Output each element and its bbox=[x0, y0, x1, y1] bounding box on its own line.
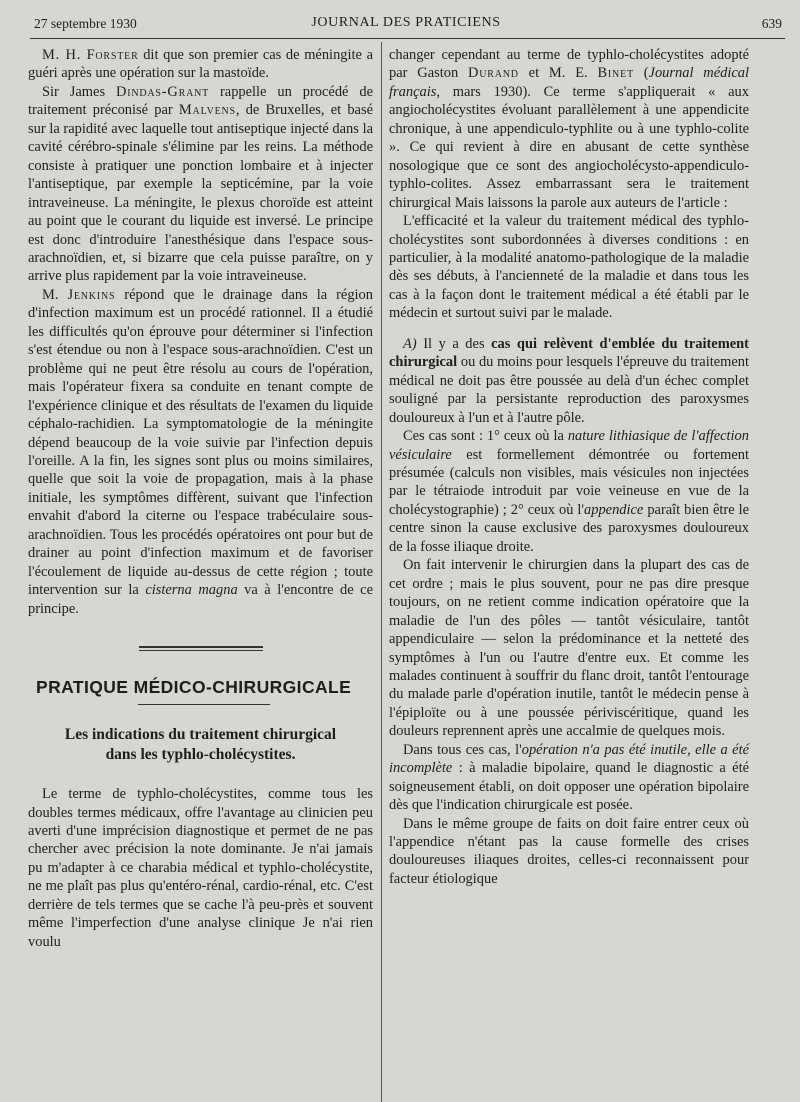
right-column bbox=[389, 46, 749, 888]
paragraph-continuation: changer cependant au terme de typhlo-cholécystites adopté par Gaston Durand et M. E. Binet (Journal médical français, mars 1930). Ce terme s'appliquerait « aux angiocholécystites évoluant parallèlement à une appendicite chronique, à une appendiculo-typhlite ou à une typhlo-colite ». Ce qui revient à dire en abusant de cette synthèse nosologique que ce sont des angiocholécysto-appendiculo-typhlo-colites. Assez embarrassant sera le traitement chirurgical Mais laissons la parole aux auteurs de l'article : bbox=[389, 47, 750, 211]
paragraph-forster: M. H. Forster dit que son premier cas de méningite a guéri après une opération sur la mastoïde. bbox=[28, 47, 373, 82]
speaker-name: Dindas-Grant bbox=[116, 83, 210, 100]
journal-citation: Journal médical français, bbox=[389, 65, 750, 100]
section-letter: A) bbox=[403, 335, 417, 352]
author-name: Binet bbox=[597, 65, 634, 82]
speaker-name: Jenkins bbox=[67, 286, 116, 303]
issue-date: 27 septembre 1930 bbox=[34, 16, 137, 31]
paragraph-jenkins: M. Jenkins répond que le drainage dans la région d'infection maximum est un procédé rationnel. Il a étudié les difficultés qu'on éprouve pour déterminer si l'infection s'est étendue ou non à l'espace sous-arachnoïdien. C'est un problème qui ne peut être résolu au cours de l'opération, mais l'opérateur fixera sa conduite en tenant compte de l'expérience clinique et des résultats de l'examen du liquide céphalo-rachidien. La symptomatologie de la méningite dépend beaucoup de la voie suivie par l'infection depuis l'oreille. A la fin, les signes sont plus ou moins similaires, quelle que soit la voie de propagation, mais à la phase initiale, les symptômes diffèrent, suivant que l'infection envahit d'abord la citerne ou l'espace trabéculaire sous-arachnoïdien. Tous les procédés opératoires ont pour but de drainer au point d'infection maximum et de favoriser l'écoulement de liquide au-dessus de cette région ; toute intervention sur la cisterna magna va à l'encontre de ce principe. bbox=[28, 286, 373, 617]
paragraph-article-intro: Le terme de typhlo-cholécystites, comme tous les doubles termes médicaux, offre l'avantage au clinicien peu averti d'une imprécision diagnostique et permet de ne pas chercher avec précision la note dominante. Je n'ai jamais pu m'adapter à ce charabia médical et typhlo-cholécystite, ne me plaît pas plus qu'entéro-rénal, cardio-rénal, etc. C'est derrière de tels termes que se cache l'à peu-près et souvent même l'imperfection d'une analyse clinique Je n'ai rien voulu bbox=[28, 786, 373, 950]
left-column bbox=[28, 46, 373, 951]
article-title: Les indications du traitement chirurgical dans les typhlo-cholécystites. bbox=[64, 726, 337, 764]
paragraph-efficacite: L'efficacité et la valeur du traitement médical des typhlo-cholécystites sont subordonnées à diverses conditions : en particulier, à la modalité anatomo-pathologique de la maladie dès ses débuts, à l'ancienneté de la maladie et dans tous les cas à la façon dont le traitement médical a été établi par le médecin et surtout suivi par le malade. bbox=[389, 213, 749, 322]
rubric-rule bbox=[138, 704, 270, 705]
latin-term: cisterna magna bbox=[145, 582, 238, 599]
italic-phrase: nature lithiasique de l'affection vésiculaire bbox=[389, 428, 749, 463]
paragraph-chirurgien: On fait intervenir le chirurgien dans la plupart des cas de cet ordre ; mais le plus souvent, pour ne pas dire presque toujours, on ne retient comme indication opératoire que la maladie de l'un des pôles — tantôt vésiculaire, tantôt appendiculaire — selon la prédominance et la netteté des symptômes à l'un ou l'autre d'entre eux. Et comme les malades continuent à souffrir du flanc droit, tantôt l'entourage du malade parle d'opération inutile, tantôt le médecin pense à l'épiploïte ou à une poussée périviscéritique, quand les douleurs reprennent après une accalmie de quelques mois. bbox=[389, 557, 749, 740]
page-number: 639 bbox=[761, 16, 782, 31]
journal-title: JOURNAL DES PRATICIENS bbox=[311, 15, 501, 30]
paragraph-dindas-grant: Sir James Dindas-Grant rappelle un procédé de traitement préconisé par Malvens, de Bruxelles, et basé sur la rapidité avec laquelle tout antiseptique injecté dans la cavité cérébro-spinale s'élimine par les reins. La méthode consiste à pratiquer une ponction lombaire et à injecter l'antiseptique, par exemple la septicémine, par la voie intraveineuse. La méningite, le plexus choroïde est atteint au point que le courant du liquide est inversé. Le principe est donc d'introduire l'anesthésique dans l'espace sous-arachnoïdien, et, si bizarre que cela puisse paraître, on y arrive plus rapidement par la voie intraveineuse. bbox=[28, 83, 373, 285]
column-divider bbox=[381, 42, 382, 1102]
cited-name: Malvens bbox=[178, 102, 236, 119]
author-name: Durand bbox=[468, 65, 519, 82]
section-rubric: PRATIQUE MÉDICO-CHIRURGICALE bbox=[36, 677, 352, 698]
paragraph-operation-incomplete: Dans tous ces cas, l'opération n'a pas été inutile, elle a été incomplète : à maladie bipolaire, quand le diagnostic a été soigneusement établi, on doit opposer une opération bipolaire dès que l'indication chirurgicale est posée. bbox=[389, 741, 749, 814]
section-separator bbox=[139, 646, 263, 651]
paragraph-meme-groupe: Dans le même groupe de faits on doit faire entrer ceux où l'appendice n'étant pas la cause formelle des crises douloureuses iliaques droites, celles-ci reconnaissent pour facteur étiologique bbox=[389, 815, 749, 887]
paragraph-ces-cas: Ces cas sont : 1° ceux où la nature lithiasique de l'affection vésiculaire est formellement démontrée ou fortement présumée (calculs non visibles, mais vésicules non injectées par le tétraiode introduit par voie veineuse en vue de la cholécystographie) ; 2° ceux où l'appendice paraît bien être le centre sinon la cause exclusive des paroxysmes douloureux de la fosse iliaque droite. bbox=[389, 428, 749, 555]
running-head bbox=[30, 12, 782, 36]
speaker-name: M. H. Forster bbox=[42, 47, 139, 63]
italic-phrase: appendice bbox=[584, 501, 644, 518]
paragraph-section-a: A) Il y a des cas qui relèvent d'emblée du traitement chirurgical ou du moins pour lesquels l'épreuve du traitement médical ne doit pas être poussée au delà d'un échec complet souligné par la persistante reproduction des paroxysmes douloureux à l'un et à l'autre pôle. bbox=[389, 335, 749, 426]
bold-phrase: cas qui relèvent d'emblée du traitement chirurgical bbox=[389, 335, 749, 371]
italic-phrase: opération n'a pas été inutile, elle a été incomplète bbox=[389, 741, 749, 777]
header-rule bbox=[30, 38, 785, 39]
